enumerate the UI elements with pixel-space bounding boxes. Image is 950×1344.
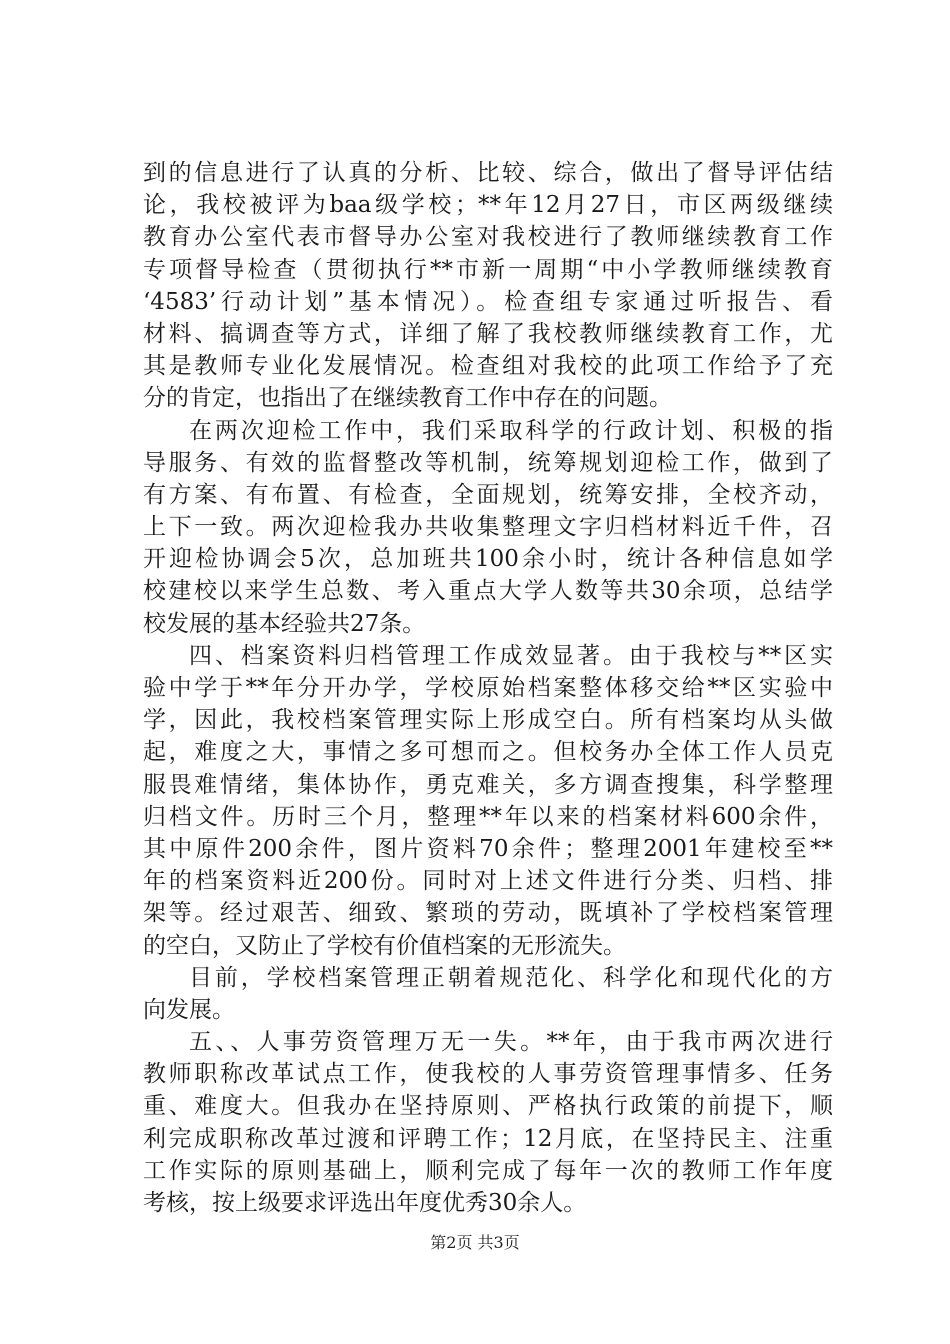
text-line: 材料、搞调查等方式，详细了解了我校教师继续教育工作，尤 [143, 320, 833, 347]
paragraph [143, 415, 833, 640]
paragraph [143, 1026, 833, 1219]
page-footer: 第2页 共3页 [430, 1233, 520, 1252]
text-line: 服畏难情绪，集体协作，勇克难关，多方调查搜集，科学整理 [143, 771, 833, 798]
text-line: 架等。经过艰苦、细致、繁琐的劳动，既填补了学校档案管理 [143, 900, 833, 927]
text-line: 在两次迎检工作中，我们采取科学的行政计划、积极的指 [189, 417, 833, 444]
text-line: 学，因此，我校档案管理实际上形成空白。所有档案均从头做 [143, 707, 833, 734]
text-line: 教师职称改革试点工作，使我校的人事劳资管理事情多、任务 [143, 1061, 833, 1088]
text-line: 有方案、有布置、有检查，全面规划，统筹安排，全校齐动， [143, 481, 833, 508]
text-line: 工作实际的原则基础上，顺利完成了每年一次的教师工作年度 [143, 1157, 833, 1184]
text-line: 专项督导检查（贯彻执行**市新一周期“中小学教师继续教育 [143, 256, 833, 283]
text-line: 重、难度大。但我办在坚持原则、严格执行政策的前提下，顺 [143, 1093, 833, 1120]
text-line: 向发展。 [143, 996, 235, 1023]
text-line: 目前，学校档案管理正朝着规范化、科学化和现代化的方 [189, 964, 833, 991]
text-line: 校建校以来学生总数、考入重点大学人数等共30余项，总结学 [143, 578, 833, 605]
text-line: ‘4583’行动计划”基本情况）。检查组专家通过听报告、看 [143, 288, 833, 315]
text-line: 考核，按上级要求评选出年度优秀30余人。 [143, 1190, 587, 1216]
text-line: 利完成职称改革过渡和评聘工作；12月底，在坚持民主、注重 [143, 1125, 833, 1152]
text-line: 年的档案资料近200份。同时对上述文件进行分类、归档、排 [143, 868, 833, 895]
text-line: 验中学于**年分开办学，学校原始档案整体移交给**区实验中 [143, 675, 833, 701]
text-line: 的空白，又防止了学校有价值档案的无形流失。 [143, 932, 626, 959]
text-line: 导服务、有效的监督整改等机制，统筹规划迎检工作，做到了 [143, 449, 833, 476]
text-line: 到的信息进行了认真的分析、比较、综合，做出了督导评估结 [143, 160, 833, 186]
text-line: 其是教师专业化发展情况。检查组对我校的此项工作给予了充 [143, 353, 833, 380]
text-line: 校发展的基本经验共27条。 [143, 610, 426, 637]
text-line: 上下一致。两次迎检我办共收集整理文字归档材料近千件，召 [143, 514, 833, 541]
text-line: 起，难度之大，事情之多可想而之。但校务办全体工作人员克 [143, 739, 833, 766]
text-line: 开迎检协调会5次，总加班共100余小时，统计各种信息如学 [143, 546, 833, 573]
paragraph [143, 640, 833, 962]
paragraph [143, 962, 833, 1026]
paragraph [143, 157, 833, 415]
text-line: 分的肯定，也指出了在继续教育工作中存在的问题。 [143, 385, 672, 412]
text-line: 其中原件200余件，图片资料70余件；整理2001年建校至** [143, 835, 833, 862]
text-line: 四、档案资料归档管理工作成效显著。由于我校与**区实 [189, 642, 833, 669]
text-line: 教育办公室代表市督导办公室对我校进行了教师继续教育工作 [143, 224, 833, 251]
document-body [143, 157, 833, 1219]
text-line: 归档文件。历时三个月，整理**年以来的档案材料600余件， [143, 803, 833, 830]
text-line: 五、、人事劳资管理万无一失。**年，由于我市两次进行 [189, 1029, 833, 1056]
text-line: 论，我校被评为baa级学校；**年12月27日，市区两级继续 [143, 192, 833, 219]
